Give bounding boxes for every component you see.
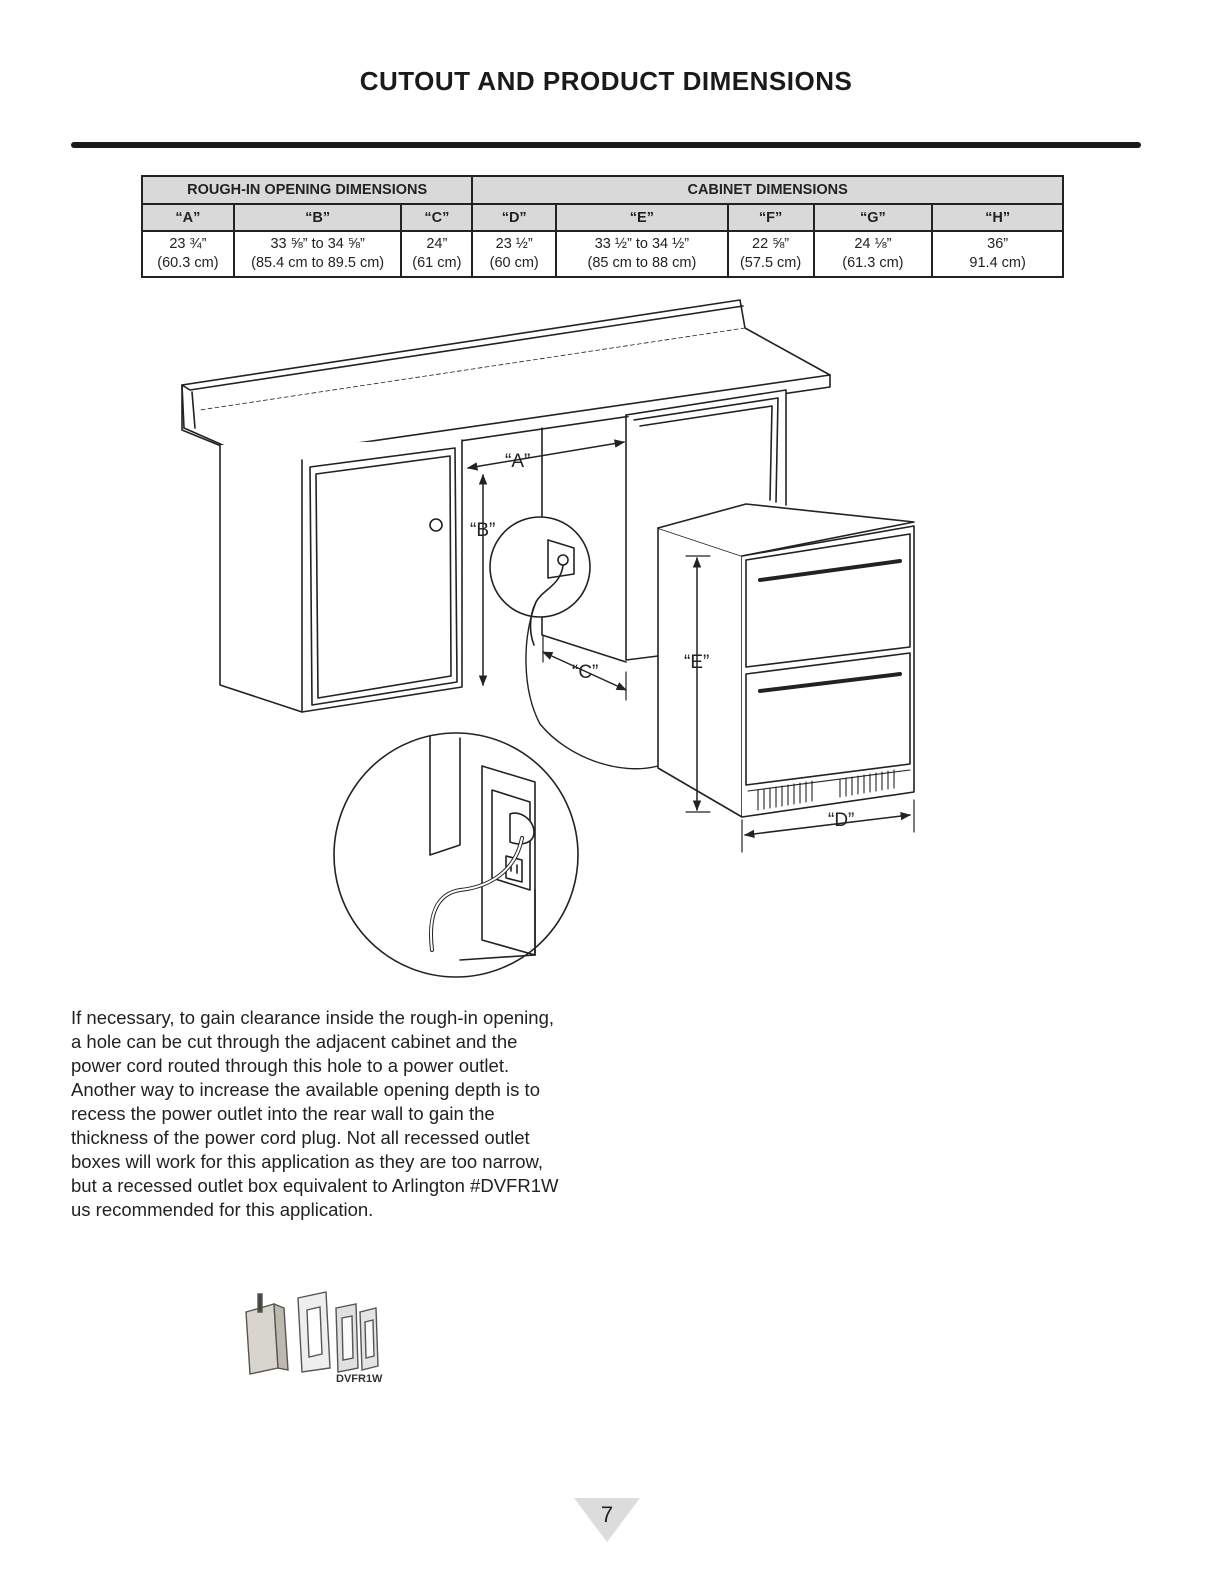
value-imperial: 24” xyxy=(426,236,448,252)
group-header-cabinet: CABINET DIMENSIONS xyxy=(472,176,1063,204)
installation-diagram xyxy=(170,290,930,990)
dimension-label-c: “C” xyxy=(572,662,599,683)
column-header-e: “E” xyxy=(556,204,728,231)
value-cell-g xyxy=(814,231,933,277)
left-cabinet xyxy=(220,440,462,712)
value-cell-b xyxy=(234,231,402,277)
dimension-label-b: “B” xyxy=(470,520,496,541)
column-header-b: “B” xyxy=(234,204,402,231)
page-title: CUTOUT AND PRODUCT DIMENSIONS xyxy=(359,66,853,96)
dimension-label-e: “E” xyxy=(684,652,710,673)
value-metric: (61 cm) xyxy=(412,255,462,271)
value-imperial: 33 ⅝” to 34 ⅝” xyxy=(270,236,365,252)
value-cell-e xyxy=(556,231,728,277)
value-metric: 91.4 cm) xyxy=(969,255,1026,271)
column-header-a: “A” xyxy=(142,204,234,231)
value-cell-h xyxy=(932,231,1063,277)
page-number-badge xyxy=(572,1494,642,1544)
value-metric: (85.4 cm to 89.5 cm) xyxy=(251,255,385,271)
value-metric: (85 cm to 88 cm) xyxy=(587,255,697,271)
column-header-c: “C” xyxy=(401,204,472,231)
value-metric: (60 cm) xyxy=(489,255,539,271)
column-header-f: “F” xyxy=(728,204,814,231)
recessed-outlet-box-image xyxy=(238,1282,388,1402)
value-cell-c xyxy=(401,231,472,277)
outlet-detail-small xyxy=(490,517,590,645)
column-header-h: “H” xyxy=(932,204,1063,231)
column-header-g: “G” xyxy=(814,204,933,231)
power-cord xyxy=(526,602,658,769)
value-metric: (61.3 cm) xyxy=(842,255,904,271)
title-divider xyxy=(71,142,1141,148)
value-imperial: 36” xyxy=(987,236,1009,252)
value-imperial: 33 ½” to 34 ½” xyxy=(594,236,690,252)
page-number: 7 xyxy=(600,1502,614,1527)
dimensions-table xyxy=(141,175,1064,278)
value-imperial: 22 ⅝” xyxy=(752,236,790,252)
product-image-caption: DVFR1W xyxy=(336,1373,383,1385)
dimension-label-d: “D” xyxy=(828,810,855,831)
dimension-label-a: “A” xyxy=(505,451,531,472)
value-cell-a xyxy=(142,231,234,277)
value-imperial: 23 ½” xyxy=(495,236,533,252)
group-header-rough-in: ROUGH-IN OPENING DIMENSIONS xyxy=(142,176,472,204)
value-cell-d xyxy=(472,231,556,277)
value-metric: (60.3 cm) xyxy=(157,255,219,271)
value-imperial: 23 ¾” xyxy=(169,236,207,252)
value-metric: (57.5 cm) xyxy=(739,255,802,271)
outlet-detail-large xyxy=(334,733,578,977)
value-imperial: 24 ⅛” xyxy=(854,236,892,252)
body-paragraph: If necessary, to gain clearance inside the rough-in opening, a hole can be cut through the adjacent cabinet and the power cord routed through this hole to a power outlet. Another way to increase the available opening depth is to recess the power outlet into the rear wall to gain the thickness of the power cord plug. Not all recessed outlet boxes will work for this application as they are too narrow, but a recessed outlet box equivalent to Arlington #DVFR1W us recommended for this application. xyxy=(71,1007,559,1220)
column-header-d: “D” xyxy=(472,204,556,231)
value-cell-f xyxy=(728,231,814,277)
